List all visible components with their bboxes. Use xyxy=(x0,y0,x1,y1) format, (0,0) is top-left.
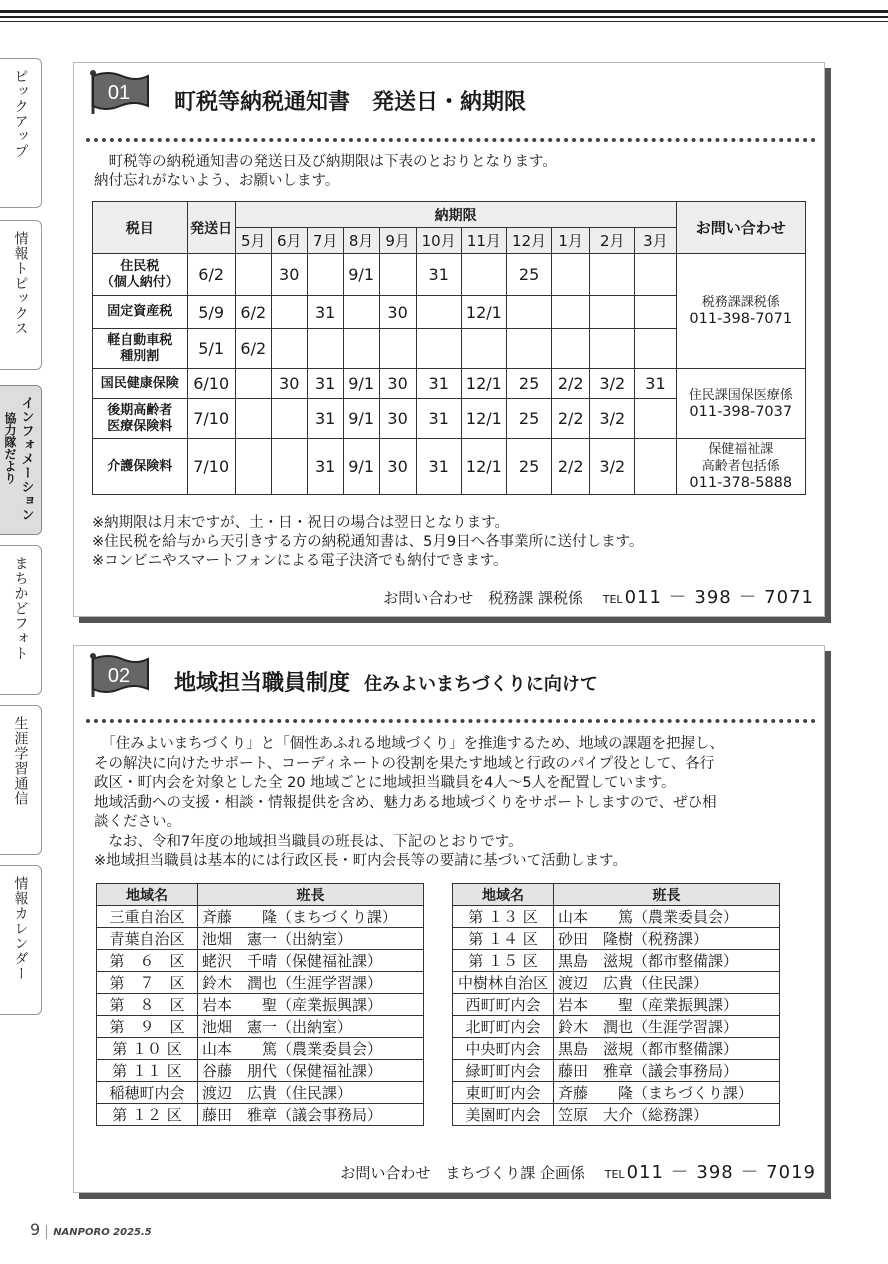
area-name: 三重自治区 xyxy=(97,906,198,928)
due-date-cell xyxy=(552,329,590,369)
leader-row xyxy=(97,1060,424,1082)
svg-text:02: 02 xyxy=(107,665,131,687)
due-date-cell: 9/1 xyxy=(343,399,379,439)
area-name: 青葉自治区 xyxy=(97,928,198,950)
area-name: 稲穂町内会 xyxy=(97,1082,198,1104)
due-date-cell xyxy=(343,296,379,329)
month-header: 9月 xyxy=(379,228,416,254)
contact-phone: 011 － 398 － 7019 xyxy=(626,1162,816,1183)
tax-schedule-table xyxy=(92,201,806,495)
tel-icon: TEL xyxy=(604,1168,625,1181)
due-date-cell xyxy=(635,254,676,296)
tax-item-name: 介護保険料 xyxy=(93,439,188,495)
due-date-cell: 9/1 xyxy=(343,439,379,495)
area-name: 第 １３ 区 xyxy=(453,906,554,928)
due-date-cell: 2/2 xyxy=(552,439,590,495)
leader-name: 藤田 雅章（議会事務局） xyxy=(554,1060,780,1082)
tax-item-name: 固定資産税 xyxy=(93,296,188,329)
due-date-cell xyxy=(271,439,307,495)
notes-text: ※納期限は月末ですが、土・日・祝日の場合は翌日となります。 ※住民税を給与から天引きする方の納税通知書は、5月9日へ各事業所に送付します。 ※コンビニやスマートフォンによる電子決済でも納付できます。 xyxy=(92,515,644,569)
due-date-cell: 12/1 xyxy=(461,369,506,399)
header-contact: お問い合わせ xyxy=(676,202,806,254)
leader-row xyxy=(97,1082,424,1104)
magazine-name: NANPORO 2025.5 xyxy=(53,1227,152,1238)
due-date-cell: 12/1 xyxy=(461,296,506,329)
send-date: 5/9 xyxy=(187,296,235,329)
month-header: 2月 xyxy=(590,228,635,254)
header-leader: 班長 xyxy=(554,884,780,906)
due-date-cell: 6/2 xyxy=(235,296,271,329)
due-date-cell: 31 xyxy=(635,369,676,399)
contact-phone: 011 － 398 － 7071 xyxy=(624,587,814,608)
section-flag-icon xyxy=(88,651,150,699)
due-date-cell: 31 xyxy=(416,399,461,439)
contact-tel: 011-378-5888 xyxy=(689,475,793,491)
area-name: 緑町町内会 xyxy=(453,1060,554,1082)
leader-row xyxy=(453,994,780,1016)
leader-name: 池畑 憲一（出納室） xyxy=(198,928,424,950)
tax-item-name: 後期高齢者 医療保険料 xyxy=(93,399,188,439)
due-date-cell xyxy=(635,329,676,369)
area-name: 第 １２ 区 xyxy=(97,1104,198,1126)
due-date-cell xyxy=(416,329,461,369)
side-tab[interactable] xyxy=(0,220,42,370)
due-date-cell: 31 xyxy=(416,439,461,495)
page-footer xyxy=(30,1220,152,1239)
leader-row xyxy=(97,1016,424,1038)
due-date-cell xyxy=(552,296,590,329)
contact-label: お問い合わせ まちづくり課 企画係 xyxy=(340,1164,585,1182)
due-date-cell: 25 xyxy=(507,399,552,439)
leader-row xyxy=(97,972,424,994)
leader-name: 黒島 滋規（都市整備課） xyxy=(554,950,780,972)
due-date-cell xyxy=(590,296,635,329)
leader-row xyxy=(453,928,780,950)
month-header: 7月 xyxy=(307,228,343,254)
area-name: 第 ６ 区 xyxy=(97,950,198,972)
area-staff-panel xyxy=(73,645,825,1193)
tel-icon: TEL xyxy=(602,593,623,606)
leader-name: 蛯沢 千晴（保健福祉課） xyxy=(198,950,424,972)
contact-label: お問い合わせ 税務課 課税係 xyxy=(383,589,583,607)
leader-table-right xyxy=(452,883,780,1126)
send-date: 5/1 xyxy=(187,329,235,369)
due-date-cell: 31 xyxy=(307,439,343,495)
due-date-cell xyxy=(307,329,343,369)
side-tab[interactable] xyxy=(0,865,42,1015)
header-area: 地域名 xyxy=(453,884,554,906)
due-date-cell xyxy=(461,254,506,296)
due-date-cell xyxy=(235,399,271,439)
due-date-cell xyxy=(590,329,635,369)
due-date-cell: 9/1 xyxy=(343,369,379,399)
header-rule xyxy=(0,21,888,22)
due-date-cell xyxy=(271,399,307,439)
side-tab[interactable] xyxy=(0,58,42,208)
month-header: 12月 xyxy=(507,228,552,254)
month-header: 11月 xyxy=(461,228,506,254)
side-tab[interactable] xyxy=(0,385,42,535)
due-date-cell: 30 xyxy=(271,254,307,296)
contact-line xyxy=(383,583,814,609)
area-name: 第 １１ 区 xyxy=(97,1060,198,1082)
due-date-cell xyxy=(635,439,676,495)
due-date-cell: 2/2 xyxy=(552,399,590,439)
tax-item-name: 住民税 （個人納付） xyxy=(93,254,188,296)
leader-row xyxy=(453,1016,780,1038)
side-tab[interactable] xyxy=(0,705,42,855)
header-send-date: 発送日 xyxy=(187,202,235,254)
tax-row xyxy=(93,439,806,495)
leader-name: 鈴木 潤也（生涯学習課） xyxy=(554,1016,780,1038)
contact-dept: 税務課課税係 xyxy=(701,295,780,310)
area-name: 中央町内会 xyxy=(453,1038,554,1060)
leader-row xyxy=(97,928,424,950)
due-date-cell: 3/2 xyxy=(590,399,635,439)
body-text: 「住みよいまちづくり」と「個性あふれる地域づくり」を推進するため、地域の課題を把握し、 その解決に向けたサポート、コーディネートの役割を果たす地域と行政のパイプ役として、各行 政区・町内会を対象とした全 20 地域ごとに地域担当職員を4人～5人を配置しています。 地域活動への支援・相談・情報提供を含め、魅力ある地域づくりをサポートしますので、ぜひ相 談ください。 なお、令和7年度の地域担当職員の班長は、下記のとおりです。 ※地域担当職員は基本的には行政区長・町内会長等の要請に基づいて活動します。 xyxy=(94,736,725,869)
due-date-cell: 31 xyxy=(307,369,343,399)
area-name: 第 ９ 区 xyxy=(97,1016,198,1038)
due-date-cell: 30 xyxy=(379,399,416,439)
due-date-cell: 30 xyxy=(379,439,416,495)
side-tab-label: ピックアップ xyxy=(12,69,29,159)
area-name: 東町町内会 xyxy=(453,1082,554,1104)
page-number: 9 xyxy=(30,1220,41,1239)
dotted-divider xyxy=(86,719,816,723)
leader-name: 斉藤 隆（まちづくり課） xyxy=(554,1082,780,1104)
due-date-cell xyxy=(507,296,552,329)
due-date-cell xyxy=(235,254,271,296)
due-date-cell: 3/2 xyxy=(590,439,635,495)
due-date-cell: 30 xyxy=(379,296,416,329)
due-date-cell: 9/1 xyxy=(343,254,379,296)
area-name: 美園町内会 xyxy=(453,1104,554,1126)
header-rule xyxy=(0,16,888,18)
header-area: 地域名 xyxy=(97,884,198,906)
due-date-cell: 6/2 xyxy=(235,329,271,369)
section-title: 地域担当職員制度 住みよいまちづくりに向けて xyxy=(174,671,598,696)
area-name: 第 ７ 区 xyxy=(97,972,198,994)
send-date: 7/10 xyxy=(187,399,235,439)
due-date-cell: 31 xyxy=(307,296,343,329)
tax-row xyxy=(93,254,806,296)
due-date-cell xyxy=(235,369,271,399)
leader-name: 岩本 聖（産業振興課） xyxy=(554,994,780,1016)
leader-name: 渡辺 広貴（住民課） xyxy=(198,1082,424,1104)
side-tab-label: 情報トピックス xyxy=(12,231,29,336)
side-tab-label: インフォメーション xyxy=(18,396,34,522)
leader-name: 渡辺 広貴（住民課） xyxy=(554,972,780,994)
tax-row xyxy=(93,369,806,399)
leader-name: 斉藤 隆（まちづくり課） xyxy=(198,906,424,928)
contact-cell xyxy=(676,254,806,369)
contact-line xyxy=(340,1158,816,1184)
section-subtitle: 住みよいまちづくりに向けて xyxy=(364,674,598,695)
leader-name: 藤田 雅章（議会事務局） xyxy=(198,1104,424,1126)
header-due-date: 納期限 xyxy=(235,202,676,228)
leader-name: 黒島 滋規（都市整備課） xyxy=(554,1038,780,1060)
contact-tel: 011-398-7037 xyxy=(689,403,793,420)
contact-dept: 住民課国保医療係 xyxy=(688,387,793,403)
area-name: 北町町内会 xyxy=(453,1016,554,1038)
area-name: 第 ８ 区 xyxy=(97,994,198,1016)
area-name: 第 １０ 区 xyxy=(97,1038,198,1060)
area-name: 第 １４ 区 xyxy=(453,928,554,950)
due-date-cell xyxy=(271,296,307,329)
due-date-cell xyxy=(307,254,343,296)
due-date-cell: 3/2 xyxy=(590,369,635,399)
leader-row xyxy=(97,1038,424,1060)
due-date-cell xyxy=(635,399,676,439)
due-date-cell: 12/1 xyxy=(461,399,506,439)
due-date-cell xyxy=(416,296,461,329)
header-leader: 班長 xyxy=(198,884,424,906)
leader-row xyxy=(453,1104,780,1126)
leader-name: 池畑 憲一（出納室） xyxy=(198,1016,424,1038)
send-date: 6/10 xyxy=(187,369,235,399)
leader-row xyxy=(453,1038,780,1060)
due-date-cell: 31 xyxy=(416,369,461,399)
due-date-cell xyxy=(552,254,590,296)
area-name: 第 １５ 区 xyxy=(453,950,554,972)
leader-name: 谷藤 朋代（保健福祉課） xyxy=(198,1060,424,1082)
svg-text:01: 01 xyxy=(107,82,131,104)
leader-row xyxy=(453,1082,780,1104)
month-header: 6月 xyxy=(271,228,307,254)
header-tax-item: 税目 xyxy=(93,202,188,254)
area-name: 西町町内会 xyxy=(453,994,554,1016)
month-header: 5月 xyxy=(235,228,271,254)
leader-name: 鈴木 潤也（生涯学習課） xyxy=(198,972,424,994)
side-tab-label: 情報カレンダー xyxy=(12,876,29,981)
area-name: 中樹林自治区 xyxy=(453,972,554,994)
leader-name: 笠原 大介（総務課） xyxy=(554,1104,780,1126)
leader-table-left xyxy=(96,883,424,1126)
leader-name: 山本 篤（農業委員会） xyxy=(554,906,780,928)
contact-dept: 保健福祉課 高齢者包括係 xyxy=(701,442,780,474)
leader-name: 岩本 聖（産業振興課） xyxy=(198,994,424,1016)
due-date-cell xyxy=(235,439,271,495)
section-title: 町税等納税通知書 発送日・納期限 xyxy=(174,90,527,115)
contact-tel: 011-398-7071 xyxy=(689,311,793,327)
due-date-cell xyxy=(590,254,635,296)
leader-row xyxy=(97,1104,424,1126)
due-date-cell: 31 xyxy=(416,254,461,296)
header-rule xyxy=(0,10,888,13)
contact-cell xyxy=(676,369,806,439)
leader-row xyxy=(97,994,424,1016)
due-date-cell: 25 xyxy=(507,439,552,495)
due-date-cell xyxy=(379,254,416,296)
leader-row xyxy=(97,950,424,972)
side-tab-label: 生涯学習通信 xyxy=(12,716,29,806)
due-date-cell: 30 xyxy=(379,369,416,399)
due-date-cell xyxy=(507,329,552,369)
tax-item-name: 軽自動車税 種別割 xyxy=(93,329,188,369)
tax-item-name: 国民健康保険 xyxy=(93,369,188,399)
section-flag-icon xyxy=(88,68,150,116)
leader-row xyxy=(453,906,780,928)
due-date-cell xyxy=(461,329,506,369)
side-tab-label: まちかどフォト xyxy=(12,556,29,661)
side-tab-label: 協力隊だより xyxy=(3,412,17,484)
dotted-divider xyxy=(86,138,816,142)
due-date-cell xyxy=(271,329,307,369)
intro-text: 町税等の納税通知書の発送日及び納期限は下表のとおりとなります。 納付忘れがないよう、お願いします。 xyxy=(94,154,557,189)
tax-notice-panel xyxy=(73,62,825,617)
leader-row xyxy=(97,906,424,928)
send-date: 7/10 xyxy=(187,439,235,495)
leader-name: 山本 篤（農業委員会） xyxy=(198,1038,424,1060)
due-date-cell: 25 xyxy=(507,254,552,296)
side-tab[interactable] xyxy=(0,545,42,695)
leader-row xyxy=(453,972,780,994)
send-date: 6/2 xyxy=(187,254,235,296)
month-header: 10月 xyxy=(416,228,461,254)
month-header: 1月 xyxy=(552,228,590,254)
contact-cell xyxy=(676,439,806,495)
due-date-cell xyxy=(343,329,379,369)
due-date-cell xyxy=(635,296,676,329)
month-header: 3月 xyxy=(635,228,676,254)
month-header: 8月 xyxy=(343,228,379,254)
due-date-cell xyxy=(379,329,416,369)
due-date-cell: 30 xyxy=(271,369,307,399)
due-date-cell: 31 xyxy=(307,399,343,439)
due-date-cell: 12/1 xyxy=(461,439,506,495)
leader-row xyxy=(453,950,780,972)
leader-name: 砂田 隆樹（税務課） xyxy=(554,928,780,950)
due-date-cell: 25 xyxy=(507,369,552,399)
due-date-cell: 2/2 xyxy=(552,369,590,399)
leader-row xyxy=(453,1060,780,1082)
